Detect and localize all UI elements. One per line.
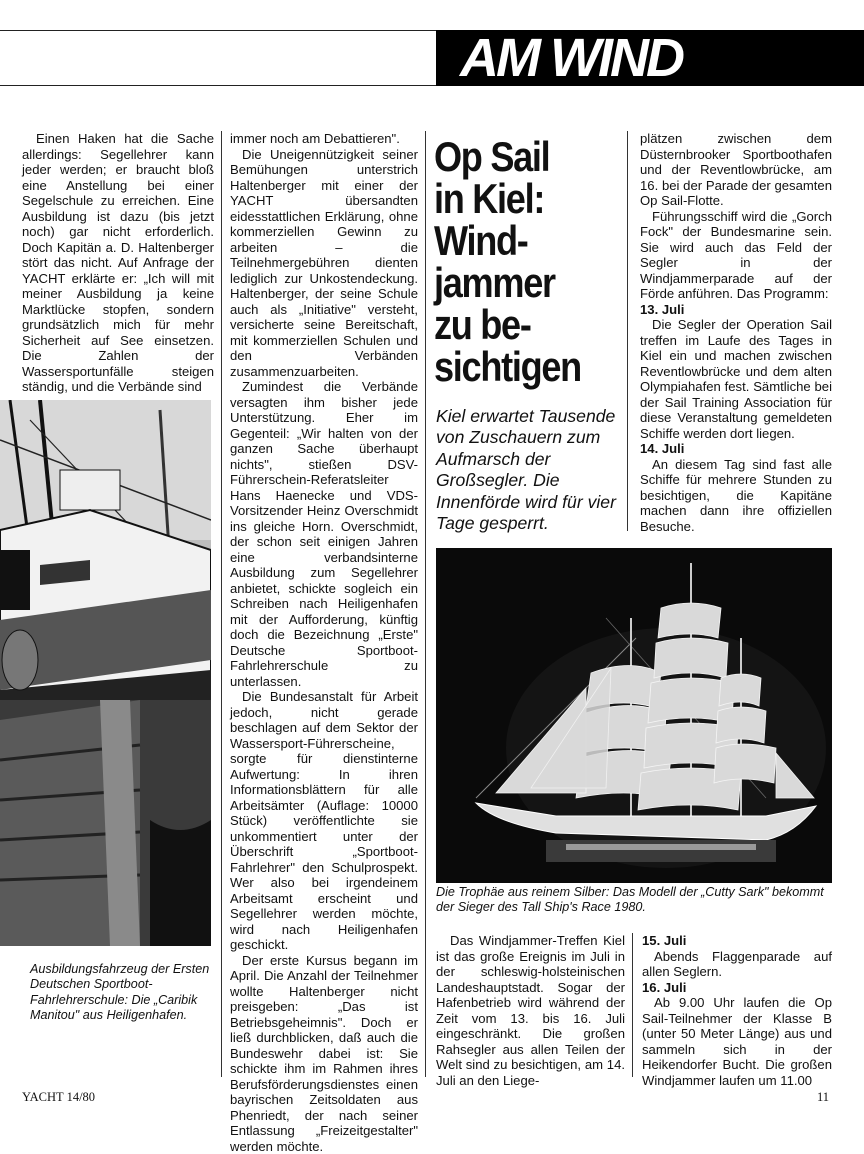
paragraph: Führungsschiff wird die „Gorch Fock" der Bundesmarine sein. Sie wird auch das Feld der Segler in der Windjammerparade auf der Förde anführen. Das Programm: <box>640 209 832 302</box>
column-rule <box>627 131 628 531</box>
paragraph: plätzen zwischen dem Düsternbrooker Sportboothafen und der Reventlowbrücke, am 16. bei der Parade der gesamten Op Sail-Flotte. <box>640 131 832 209</box>
date-heading: 14. Juli <box>640 441 832 457</box>
article-headline <box>434 136 578 388</box>
section-title: AM WIND <box>460 30 860 86</box>
headline-line: sichtigen <box>434 346 578 388</box>
page-number: 11 <box>817 1090 829 1105</box>
headline-line: Op Sail <box>434 136 578 178</box>
headline-line: zu be- <box>434 304 578 346</box>
top-rule <box>0 30 436 31</box>
date-heading: 16. Juli <box>642 980 832 996</box>
headline-line: in Kiel: <box>434 178 578 220</box>
ship-model-illustration <box>436 548 832 883</box>
paragraph: Die Segler der Operation Sail treffen im Laufe des Tages in Kiel ein und machen zwischen Reventlowbrücke und dem alten Olympiahafen fest. Sämtliche bei der Sail Training Association für diese Veranstaltung gemeldeten Schiffe werden dort liegen. <box>640 317 832 441</box>
column-2-text <box>230 131 418 1154</box>
footer-issue: YACHT 14/80 <box>22 1090 95 1105</box>
column-3-top-text <box>640 131 832 534</box>
ship-photo-caption: Die Trophäe aus reinem Silber: Das Modell der „Cutty Sark" bekommt der Sieger des Tall Ship's Race 1980. <box>436 885 832 916</box>
boat-photo-illustration <box>0 400 211 946</box>
boat-photo-caption: Ausbildungsfahrzeug der Ersten Deutschen Sportboot-Fahrlehrerschule: Die „Caribik Manitou" aus Heiligenhafen. <box>30 962 214 1024</box>
column-3-bottom-left-text <box>436 933 625 1088</box>
column-3-bottom-right-text <box>642 933 832 1088</box>
paragraph: Einen Haken hat die Sache allerdings: Segellehrer kann jeder werden; er braucht bloß eine Anstellung bei einer Segelschule zu erreichen. Eine Ausbildung ist dazu (bis jetzt noch) gar nicht erforderlich. Doch Kapitän a. D. Haltenberger stört das nicht. Auf Anfrage der YACHT erklärte er: „Ich will mit meiner Ausbildung ja keine Marktlücke stopfen, sondern grundsätzlich mich für mehr Sicherheit auf See einsetzen. Die Zahlen der Wassersportunfälle steigen ständig, und die Verbände sind <box>22 131 214 395</box>
paragraph: An diesem Tag sind fast alle Schiffe für mehrere Stunden zu besichtigen, die Kapitäne machen dann ihre offiziellen Besuche. <box>640 457 832 535</box>
column-rule <box>425 131 426 1077</box>
paragraph: Das Windjammer-Treffen Kiel ist das große Ereignis im Juli in der schleswig-holsteinischen Landeshauptstadt. Sogar der Hafenbetrieb wird während der Zeit vom 13. bis 16. Juli eingeschränkt. Die großen Rahsegler aus allen Teilen der Welt sind zu besichtigen, am 14. Juli an den Liege- <box>436 933 625 1088</box>
paragraph: Der erste Kursus begann im April. Die Anzahl der Teilnehmer wollte Haltenberger nicht preisgeben: „Das ist Betriebsgeheimnis". Doch er ließ durchblicken, daß auch die Bundeswehr dabei ist: Sie schickte ihm im Rahmen ihres Berufsförderungsdienstes einen bayrischen Zeitsoldaten aus Phenriedt, der nach seiner Entlassung „Freizeitgestalter" werden möchte. <box>230 953 418 1154</box>
paragraph: Die Bundesanstalt für Arbeit jedoch, nicht gerade beschlagen auf dem Sektor der Wassersport-Führerscheine, sorgte für dienstinterne Aufwertung: In ihren Informationsblättern für alle Arbeitsämter (Auflage: 10000 Stück) veröffentlichte sie unkommentiert unter der Überschrift „Sportboot-Fahrlehrer" den Schulprospekt. Wer also bei irgendeinem Arbeitsamt erscheint und Segellehrer werden möchte, wird nach Heiligenhafen geschickt. <box>230 689 418 953</box>
paragraph: immer noch am Debattieren". <box>230 131 418 147</box>
date-heading: 15. Juli <box>642 933 832 949</box>
ship-model-photo <box>436 548 832 883</box>
date-heading: 13. Juli <box>640 302 832 318</box>
boat-photo <box>0 400 211 946</box>
headline-line: jammer <box>434 262 578 304</box>
paragraph: Zumindest die Verbände versagten ihm bisher jede Unterstützung. Eher im Gegenteil: „Wir halten von der ganzen Sache überhaupt nichts", stießen DSV-Führerschein-Referatsleiter Hans Haenecke und VDS-Vorsitzender Heinz Overschmidt ins gleiche Horn. Overschmidt, der schon seit einigen Jahren eine verbandsinterne Ausbildung zum Segellehrer anbietet, schickte sogleich ein Schreiben nach Heiligenhafen mit der Aufforderung, künftig doch die Bezeichnung „Erste" Deutsche Sportboot-Fahrlehrerschule zu unterlassen. <box>230 379 418 689</box>
paragraph: Ab 9.00 Uhr laufen die Op Sail-Teilnehmer der Klasse B (unter 50 Meter Länge) aus und sammeln sich in der Heikendorfer Bucht. Die großen Windjammer laufen um 11.00 <box>642 995 832 1088</box>
paragraph: Abends Flaggenparade auf allen Seglern. <box>642 949 832 980</box>
article-deck: Kiel erwartet Tausende von Zuschauern zum Aufmarsch der Großsegler. Die Innenförde wird für vier Tage gesperrt. <box>436 406 632 534</box>
column-rule <box>221 131 222 1077</box>
column-1-text <box>22 131 214 395</box>
column-rule <box>632 933 633 1077</box>
paragraph: Die Uneigennützigkeit seiner Bemühungen unterstrich Haltenberger mit einer der YACHT übersandten eidesstattlichen Erklärung, ohne kommerziellen Gewinn zu arbeiten – die Teilnehmergebühren dienten lediglich zur Unkostendeckung. Haltenberger, der seine Schule auch als „Initiative" versteht, versicherte seine Bereitschaft, mit kommerziellen Schulen und den Verbänden zusammenzuarbeiten. <box>230 147 418 380</box>
top-rule-lower <box>0 85 436 86</box>
headline-line: Wind- <box>434 220 578 262</box>
